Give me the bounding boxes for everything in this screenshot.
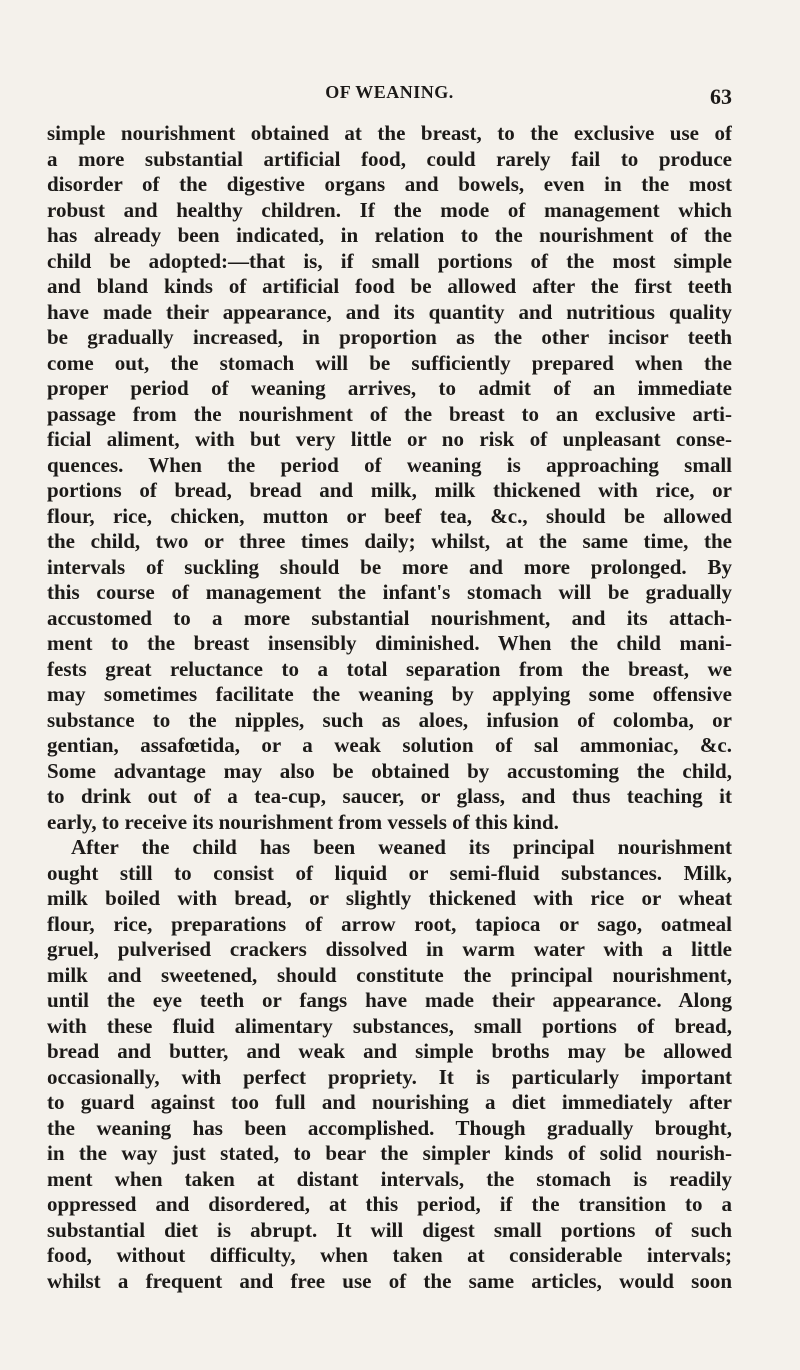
text-line: ficial aliment, with but very little or no risk of unpleasant conse-	[47, 427, 732, 451]
text-line: child be adopted:—that is, if small portions of the most simple	[47, 248, 732, 273]
text-line: with these fluid alimentary substances, small portions of bread,	[47, 1013, 732, 1038]
text-line: fests great reluctance to a total separation from the breast, we	[47, 656, 732, 681]
text-line: this course of management the infant's stomach will be gradually	[47, 580, 732, 604]
text-line: bread and butter, and weak and simple broths may be allowed	[47, 1039, 732, 1063]
text-line: may sometimes facilitate the weaning by applying some offensive	[47, 682, 732, 706]
text-line: substance to the nipples, such as aloes, infusion of colomba, or	[47, 707, 732, 732]
text-line: early, to receive its nourishment from vessels of this kind.	[47, 809, 559, 834]
text-line: gruel, pulverised crackers dissolved in warm water with a little	[47, 937, 732, 961]
text-line: the child, two or three times daily; whilst, at the same time, the	[47, 529, 732, 553]
text-line: have made their appearance, and its quantity and nutritious quality	[47, 299, 732, 324]
text-line: flour, rice, chicken, mutton or beef tea, &c., should be allowed	[47, 503, 732, 528]
text-line: Some advantage may also be obtained by accustoming the child,	[47, 758, 732, 783]
text-line: ment when taken at distant intervals, the stomach is readily	[47, 1166, 732, 1191]
text-line: simple nourishment obtained at the breast, to the exclusive use of	[47, 121, 732, 145]
running-header	[47, 82, 732, 108]
text-line: ought still to consist of liquid or semi-fluid substances. Milk,	[47, 860, 732, 885]
text-line: in the way just stated, to bear the simpler kinds of solid nourish-	[47, 1141, 732, 1165]
text-line: substantial diet is abrupt. It will digest small portions of such	[47, 1217, 732, 1242]
text-line: until the eye teeth or fangs have made their appearance. Along	[47, 988, 732, 1012]
text-line: robust and healthy children. If the mode of management which	[47, 197, 732, 222]
text-line: intervals of suckling should be more and more prolonged. By	[47, 554, 732, 579]
text-line: accustomed to a more substantial nourishment, and its attach-	[47, 605, 732, 630]
text-line: has already been indicated, in relation to the nourishment of the	[47, 223, 732, 247]
text-line: and bland kinds of artificial food be allowed after the first teeth	[47, 274, 732, 298]
body-text	[47, 121, 732, 1294]
running-title: OF WEANING.	[325, 82, 454, 102]
text-line: whilst a frequent and free use of the same articles, would soon	[47, 1268, 732, 1293]
text-line: a more substantial artificial food, could rarely fail to produce	[47, 146, 732, 171]
text-line: occasionally, with perfect propriety. It is particularly important	[47, 1064, 732, 1089]
text-line: the weaning has been accomplished. Though gradually brought,	[47, 1115, 732, 1140]
page-number: 63	[710, 84, 732, 109]
text-line: proper period of weaning arrives, to admit of an immediate	[47, 376, 732, 400]
text-line: milk boiled with bread, or slightly thickened with rice or wheat	[47, 886, 732, 910]
text-line: come out, the stomach will be sufficiently prepared when the	[47, 350, 732, 375]
text-line: disorder of the digestive organs and bowels, even in the most	[47, 172, 732, 196]
text-line: After the child has been weaned its principal nourishment	[71, 835, 732, 859]
text-line: ment to the breast insensibly diminished. When the child mani-	[47, 631, 732, 655]
text-line: to guard against too full and nourishing a diet immediately after	[47, 1090, 732, 1114]
text-line: passage from the nourishment of the breast to an exclusive arti-	[47, 401, 732, 426]
text-line: food, without difficulty, when taken at considerable intervals;	[47, 1243, 732, 1267]
text-line: gentian, assafœtida, or a weak solution of sal ammoniac, &c.	[47, 733, 732, 757]
text-line: portions of bread, bread and milk, milk thickened with rice, or	[47, 478, 732, 502]
text-line: flour, rice, preparations of arrow root, tapioca or sago, oatmeal	[47, 911, 732, 936]
text-line: be gradually increased, in proportion as the other incisor teeth	[47, 325, 732, 349]
text-line: milk and sweetened, should constitute the principal nourishment,	[47, 962, 732, 987]
text-line: quences. When the period of weaning is approaching small	[47, 452, 732, 477]
text-line: to drink out of a tea-cup, saucer, or glass, and thus teaching it	[47, 784, 732, 808]
text-line: oppressed and disordered, at this period, if the transition to a	[47, 1192, 732, 1216]
